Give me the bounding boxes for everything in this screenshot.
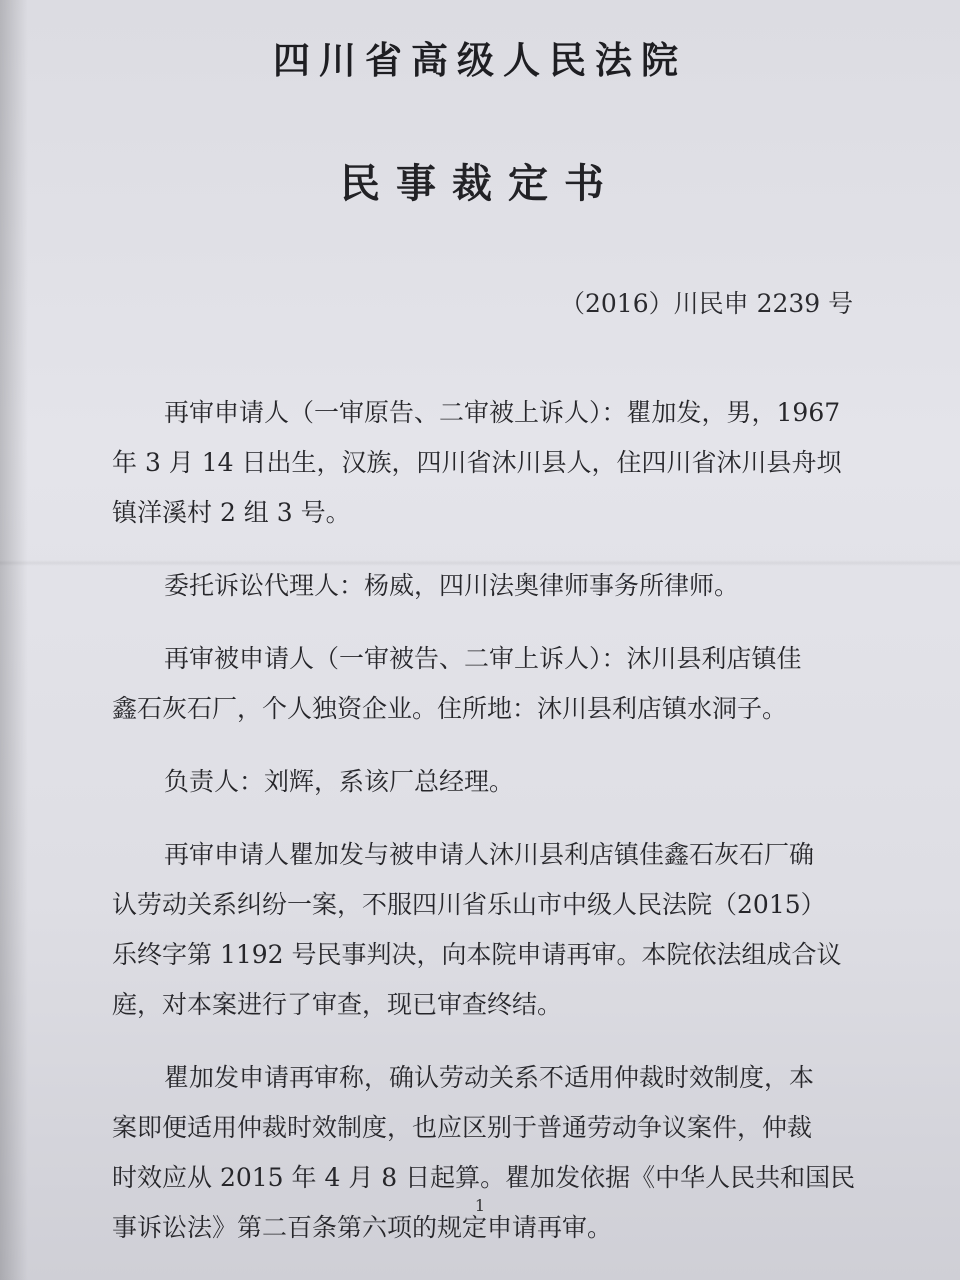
paragraph-respondent — [112, 634, 872, 734]
text-line: 案即便适用仲裁时效制度，也应区别于普通劳动争议案件，仲裁 — [112, 1113, 813, 1142]
text-line: 再审被申请人（一审被告、二审上诉人）：沐川县利店镇佳 — [164, 644, 802, 673]
text-line: 认劳动关系纠纷一案，不服四川省乐山市中级人民法院（2015） — [112, 890, 826, 919]
text-line: 年 3 月 14 日出生，汉族，四川省沐川县人，住四川省沐川县舟坝 — [112, 448, 842, 477]
text-line: 瞿加发申请再审称，确认劳动关系不适用仲裁时效制度，本 — [164, 1063, 815, 1092]
document-title: 民事裁定书 — [340, 161, 620, 207]
paragraph-case-summary — [112, 830, 872, 1030]
page-number: 1 — [474, 1196, 486, 1215]
paragraph-agent — [112, 561, 872, 611]
text-line: 再审申请人瞿加发与被申请人沐川县利店镇佳鑫石灰石厂确 — [164, 840, 815, 869]
text-line: 鑫石灰石厂，个人独资企业。住所地：沐川县利店镇水洞子。 — [112, 694, 788, 723]
text-line: 庭，对本案进行了审查，现已审查终结。 — [112, 990, 563, 1019]
text-line: 时效应从 2015 年 4 月 8 日起算。瞿加发依据《中华人民共和国民 — [112, 1163, 856, 1192]
text-line: 委托诉讼代理人：杨威，四川法奥律师事务所律师。 — [164, 571, 740, 600]
text-line: 乐终字第 1192 号民事判决，向本院申请再审。本院依法组成合议 — [112, 940, 842, 969]
paragraph-retrial-claim — [112, 1053, 872, 1253]
text-line: 镇洋溪村 2 组 3 号。 — [112, 498, 351, 527]
paragraph-applicant — [112, 388, 872, 538]
case-number: （2016）川民申 2239 号 — [560, 289, 854, 318]
text-line: 事诉讼法》第二百条第六项的规定申请再审。 — [112, 1213, 613, 1242]
text-line: 负责人：刘辉，系该厂总经理。 — [164, 767, 515, 796]
document-body — [112, 388, 872, 1253]
paragraph-responsible-person — [112, 757, 872, 807]
text-line: 再审申请人（一审原告、二审被上诉人）：瞿加发，男，1967 — [164, 398, 841, 427]
court-name: 四川省高级人民法院 — [273, 39, 687, 82]
